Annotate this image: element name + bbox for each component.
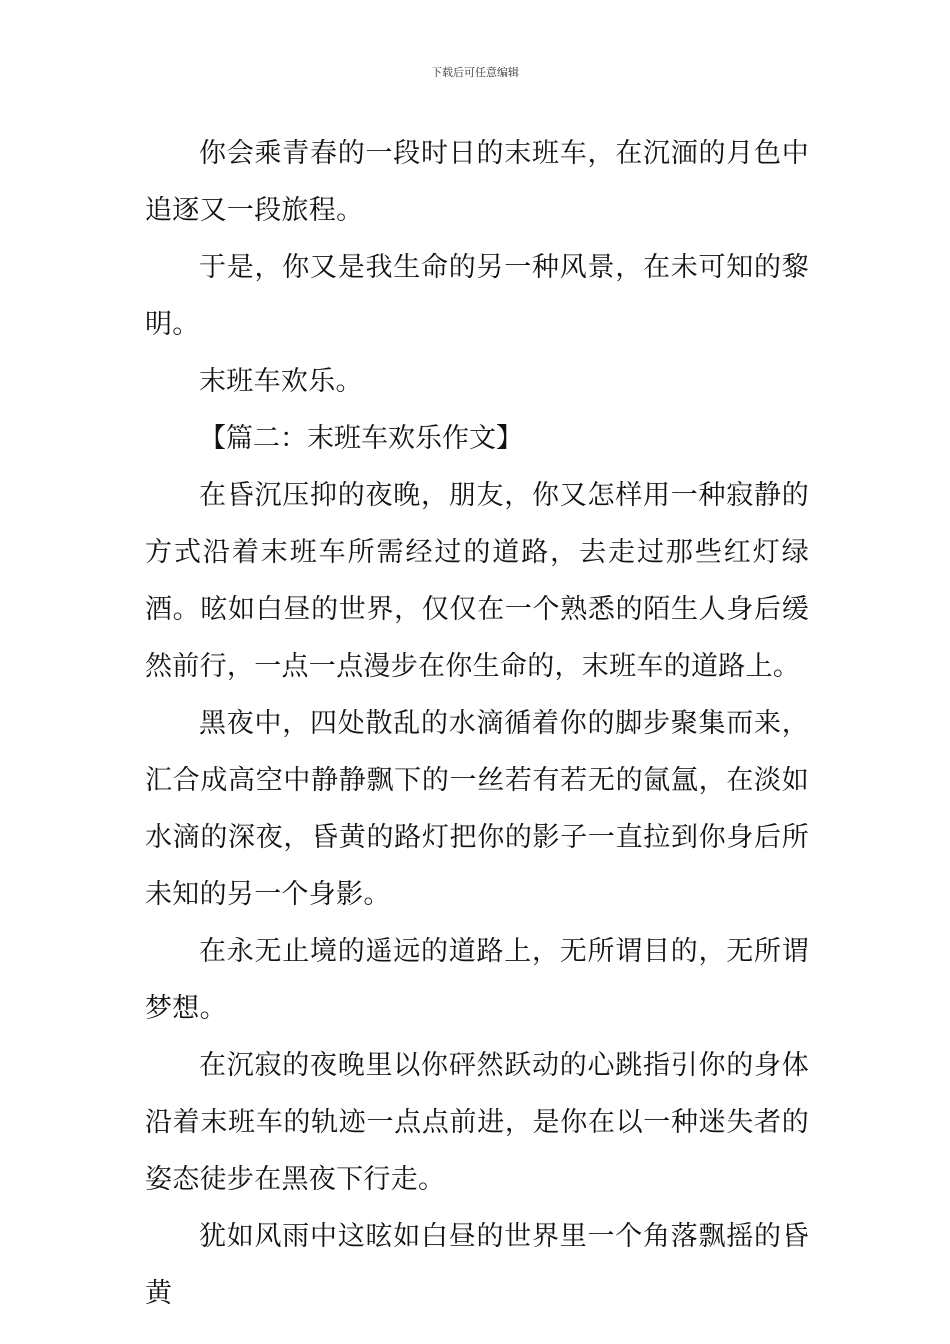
paragraph-4: 在昏沉压抑的夜晚，朋友，你又怎样用一种寂静的方式沿着末班车所需经过的道路，去走过那些红灯绿酒。昡如白昼的世界，仅仅在一个熟悉的陌生人身后缓然前行，一点一点漫步在你生命的，末班车的道路上。 <box>145 480 809 682</box>
paragraph-2: 于是，你又是我生命的另一种风景，在未可知的黎明。 <box>145 252 809 340</box>
paragraph-1: 你会乘青春的一段时日的末班车，在沉湎的月色中追逐又一段旅程。 <box>145 138 809 226</box>
section-heading: 【篇二：末班车欢乐作文】 <box>199 423 523 454</box>
paragraph-3: 末班车欢乐。 <box>199 366 363 397</box>
paragraph-5: 黑夜中，四处散乱的水滴循着你的脚步聚集而来，汇合成高空中静静飘下的一丝若有若无的氤氲，在淡如水滴的深夜，昏黄的路灯把你的影子一直拉到你身后所未知的另一个身影。 <box>145 708 809 910</box>
paragraph-8: 犹如风雨中这昡如白昼的世界里一个角落飘摇的昏黄 <box>145 1221 809 1309</box>
page-header: 下载后可任意编辑 <box>431 66 519 79</box>
paragraph-6: 在永无止境的遥远的道路上，无所谓目的，无所谓梦想。 <box>145 936 809 1024</box>
document-body <box>145 125 809 1322</box>
paragraph-7: 在沉寂的夜晚里以你砰然跃动的心跳指引你的身体沿着末班车的轨迹一点点前进，是你在以一种迷失者的姿态徒步在黑夜下行走。 <box>145 1050 809 1195</box>
